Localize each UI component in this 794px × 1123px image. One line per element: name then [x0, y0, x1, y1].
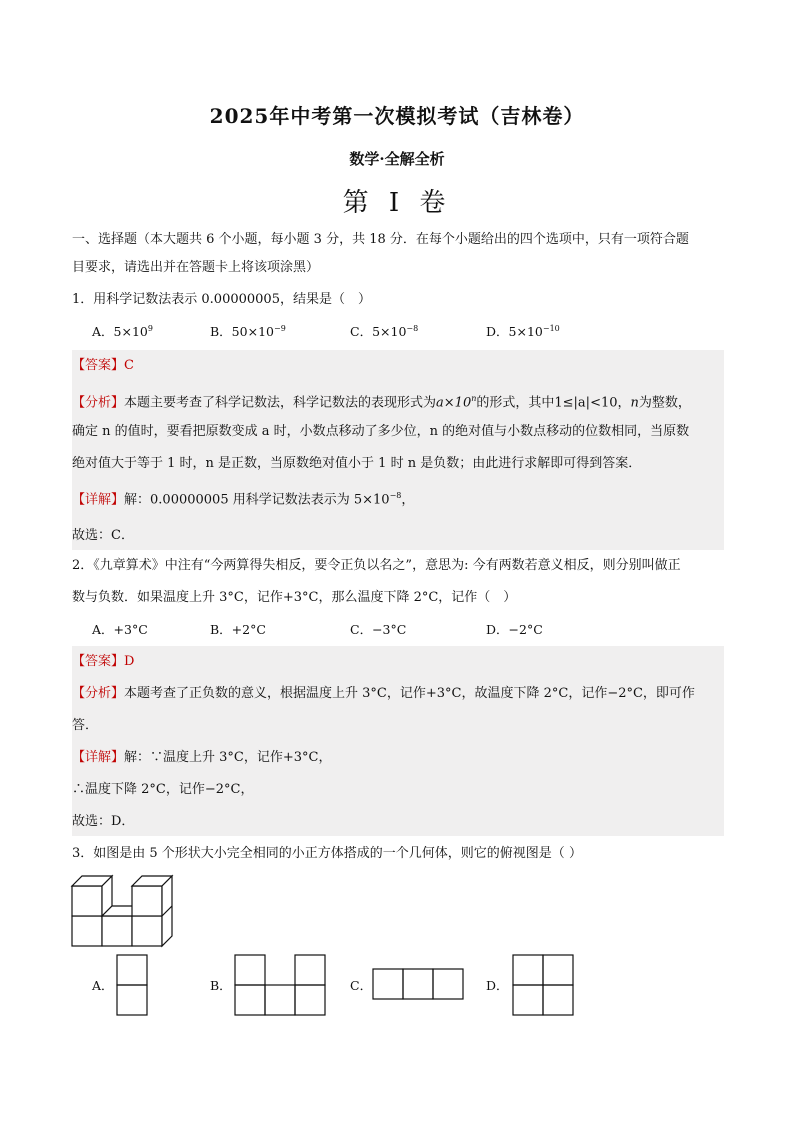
q2-answer-line [72, 646, 724, 678]
q2-analysis-line-1 [72, 678, 724, 710]
q1-analysis-n: n [630, 395, 639, 411]
question-2-stem [72, 552, 732, 612]
q1-option-b-exp: −9 [273, 323, 286, 333]
q3-option-a: A． [92, 978, 114, 993]
q1-analysis-1g: 为整数， [638, 395, 691, 411]
q1-option-b [210, 322, 286, 340]
question-1-options [92, 322, 712, 346]
q3-option-b-figure [234, 954, 328, 1016]
q1-option-c-text: C．5×10 [350, 324, 407, 339]
section-instructions [72, 226, 732, 282]
q1-detail-end: ， [401, 492, 415, 508]
q1-answer-line [72, 350, 724, 382]
question-2-options [92, 620, 712, 644]
q1-option-c [350, 322, 418, 340]
q2-analysis-text: 本题考查了正负数的意义，根据温度上升 3°C，记作+3°C，故温度下降 2°C，记作−2°C，即可作 [124, 686, 695, 701]
q2-stem-line-1: 2．《九章算术》中注有“今两算得失相反，要令正负以名之”，意思为: 今有两数若意义相反，则分别叫做正 [72, 558, 681, 573]
q1-option-a-text: A．5×10 [92, 324, 148, 339]
q1-option-d-exp: −10 [542, 323, 560, 333]
q2-detail-line-1 [72, 742, 724, 774]
q2-answer-tag: 【答案】 [72, 654, 125, 669]
page-title: 2025年中考第一次模拟考试（吉林卷） [209, 104, 585, 128]
q1-analysis-1a: 本题主要考查了科学记数法，科学记数法的表现形式为 [124, 395, 437, 411]
section-line-1: 一、选择题（本大题共 6 个小题，每小题 3 分，共 18 分．在每个小题给出的四个选项中，只有一项符合题 [72, 232, 689, 247]
q2-option-d: D．−2°C [486, 622, 543, 637]
q1-analysis-line-2: 确定 n 的值时，要看把原数变成 a 时，小数点移动了多少位，n 的绝对值与小数点移动的位数相同，当原数 [72, 424, 690, 439]
question-1-stem: 1．用科学记数法表示 0.00000005，结果是（ ） [72, 292, 371, 307]
q3-option-b: B． [210, 978, 232, 993]
q3-option-d: D． [486, 978, 509, 993]
q2-answer-value: D [124, 654, 135, 669]
question-3-stem: 3．如图是由 5 个形状大小完全相同的小正方体搭成的一个几何体，则它的俯视图是（ ） [72, 846, 582, 861]
q1-analysis-formula: a×10 [436, 395, 472, 411]
q2-option-c: C．−3°C [350, 622, 407, 637]
q1-select-line: 故选：C． [72, 528, 134, 543]
q1-analysis-1c: 的形式，其中 [476, 395, 555, 411]
isometric-solid-figure [70, 872, 176, 950]
volume-heading: 第 I 卷 [342, 188, 452, 218]
q2-detail-text: 解：∵温度上升 3°C，记作+3°C， [124, 750, 332, 765]
q1-option-c-exp: −8 [406, 323, 419, 333]
q1-option-b-text: B．50×10 [210, 324, 274, 339]
q1-detail-tag: 【详解】 [72, 492, 125, 508]
q1-analysis-tag: 【分析】 [72, 395, 125, 411]
q1-analysis-1e: ， [617, 395, 631, 411]
q2-solution-panel [72, 646, 724, 836]
q2-analysis-line-2: 答． [72, 718, 99, 733]
q1-detail-text: 解：0.00000005 用科学记数法表示为 5×10 [124, 492, 390, 508]
q2-stem-line-2: 数与负数．如果温度上升 3°C，记作+3°C，那么温度下降 2°C，记作（ ） [72, 590, 517, 605]
q3-option-c: C． [350, 978, 373, 993]
q3-option-d-figure [512, 954, 576, 1016]
q1-option-d [486, 322, 560, 340]
q3-option-a-figure [116, 954, 150, 1016]
q1-select-panel [72, 522, 724, 550]
q1-analysis-range: 1≤|a|<10 [554, 395, 618, 411]
section-line-2: 目要求，请选出并在答题卡上将该项涂黑） [72, 260, 320, 275]
q2-select-line: 故选：D． [72, 814, 135, 829]
q1-option-a [92, 322, 153, 340]
q1-analysis-line-3: 绝对值大于等于 1 时，n 是正数，当原数绝对值小于 1 时 n 是负数；由此进行求解即可得到答案． [72, 456, 642, 471]
q1-analysis-line-1 [72, 382, 724, 416]
q1-option-d-text: D．5×10 [486, 324, 543, 339]
q1-detail-exp: −8 [389, 491, 402, 500]
q1-analysis-formula-exp: n [471, 394, 477, 403]
q1-solution-panel [72, 350, 724, 522]
q3-option-c-figure [372, 968, 466, 1002]
q1-option-a-exp: 9 [147, 323, 153, 333]
q2-detail-tag: 【详解】 [72, 750, 125, 765]
q2-option-a: A．+3°C [92, 622, 148, 637]
q2-analysis-tag: 【分析】 [72, 686, 125, 701]
q2-option-b: B．+2°C [210, 622, 266, 637]
q1-answer-tag: 【答案】 [72, 358, 125, 373]
q1-detail-line [72, 480, 724, 512]
q1-answer-value: C [124, 358, 134, 373]
page-subtitle: 数学·全解全析 [349, 150, 445, 168]
q2-detail-line-2: ∴温度下降 2°C，记作−2°C， [72, 782, 254, 797]
